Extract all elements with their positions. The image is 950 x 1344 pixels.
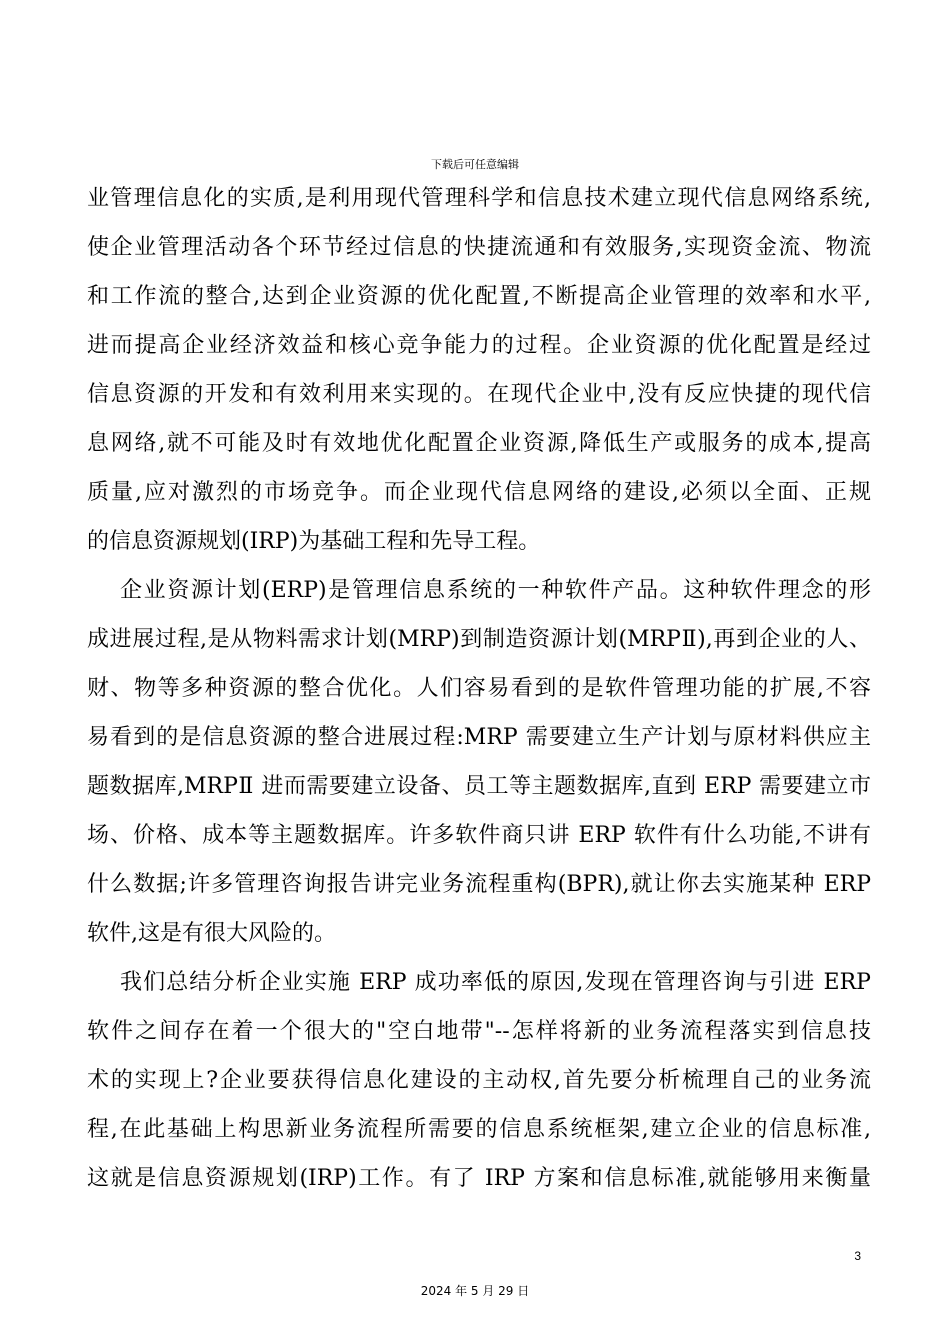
text-line: 企业资源计划(ERP)是管理信息系统的一种软件产品。这种软件理念的形: [120, 578, 871, 603]
footer-date: 2024 年 5 月 29 日: [420, 1284, 530, 1298]
text-line: 软件,这是有很大风险的。: [87, 921, 336, 946]
text-line: 的信息资源规划(IRP)为基础工程和先导工程。: [87, 529, 541, 554]
paragraph-3: [87, 958, 871, 1203]
header-note: 下载后可任意编辑: [431, 158, 519, 171]
text-line: 我们总结分析企业实施 ERP 成功率低的原因,发现在管理咨询与引进 ERP: [120, 970, 871, 995]
text-line: 成进展过程,是从物料需求计划(MRP)到制造资源计划(MRPⅡ),再到企业的人、: [87, 627, 871, 652]
text-line: 什么数据;许多管理咨询报告讲完业务流程重构(BPR),就让你去实施某种 ERP: [87, 872, 871, 897]
text-line: 术的实现上?企业要获得信息化建设的主动权,首先要分析梳理自己的业务流: [87, 1068, 871, 1093]
text-line: 息网络,就不可能及时有效地优化配置企业资源,降低生产或服务的成本,提高: [87, 431, 871, 456]
text-line: 易看到的是信息资源的整合进展过程:MRP 需要建立生产计划与原材料供应主: [87, 725, 871, 750]
text-line: 进而提高企业经济效益和核心竞争能力的过程。企业资源的优化配置是经过: [87, 333, 871, 358]
page-header: [0, 157, 950, 173]
text-line: 题数据库,MRPⅡ 进而需要建立设备、员工等主题数据库,直到 ERP 需要建立市: [87, 774, 871, 799]
text-line: 信息资源的开发和有效利用来实现的。在现代企业中,没有反应快捷的现代信: [87, 382, 871, 407]
text-line: 和工作流的整合,达到企业资源的优化配置,不断提高企业管理的效率和水平,: [87, 284, 871, 309]
page-footer: [0, 1283, 950, 1299]
text-line: 业管理信息化的实质,是利用现代管理科学和信息技术建立现代信息网络系统,: [87, 186, 871, 211]
text-line: 这就是信息资源规划(IRP)工作。有了 IRP 方案和信息标准,就能够用来衡量: [87, 1166, 871, 1191]
text-line: 使企业管理活动各个环节经过信息的快捷流通和有效服务,实现资金流、物流: [87, 235, 871, 260]
text-line: 软件之间存在着一个很大的"空白地带"--怎样将新的业务流程落实到信息技: [87, 1019, 871, 1044]
page-number: 3: [854, 1249, 861, 1263]
text-line: 财、物等多种资源的整合优化。人们容易看到的是软件管理功能的扩展,不容: [87, 676, 871, 701]
paragraph-1: [87, 174, 871, 566]
paragraph-2: [87, 566, 871, 958]
text-line: 质量,应对激烈的市场竞争。而企业现代信息网络的建设,必须以全面、正规: [87, 480, 871, 505]
text-line: 场、价格、成本等主题数据库。许多软件商只讲 ERP 软件有什么功能,不讲有: [87, 823, 871, 848]
text-line: 程,在此基础上构思新业务流程所需要的信息系统框架,建立企业的信息标准,: [87, 1117, 871, 1142]
document-body: [87, 174, 871, 1203]
